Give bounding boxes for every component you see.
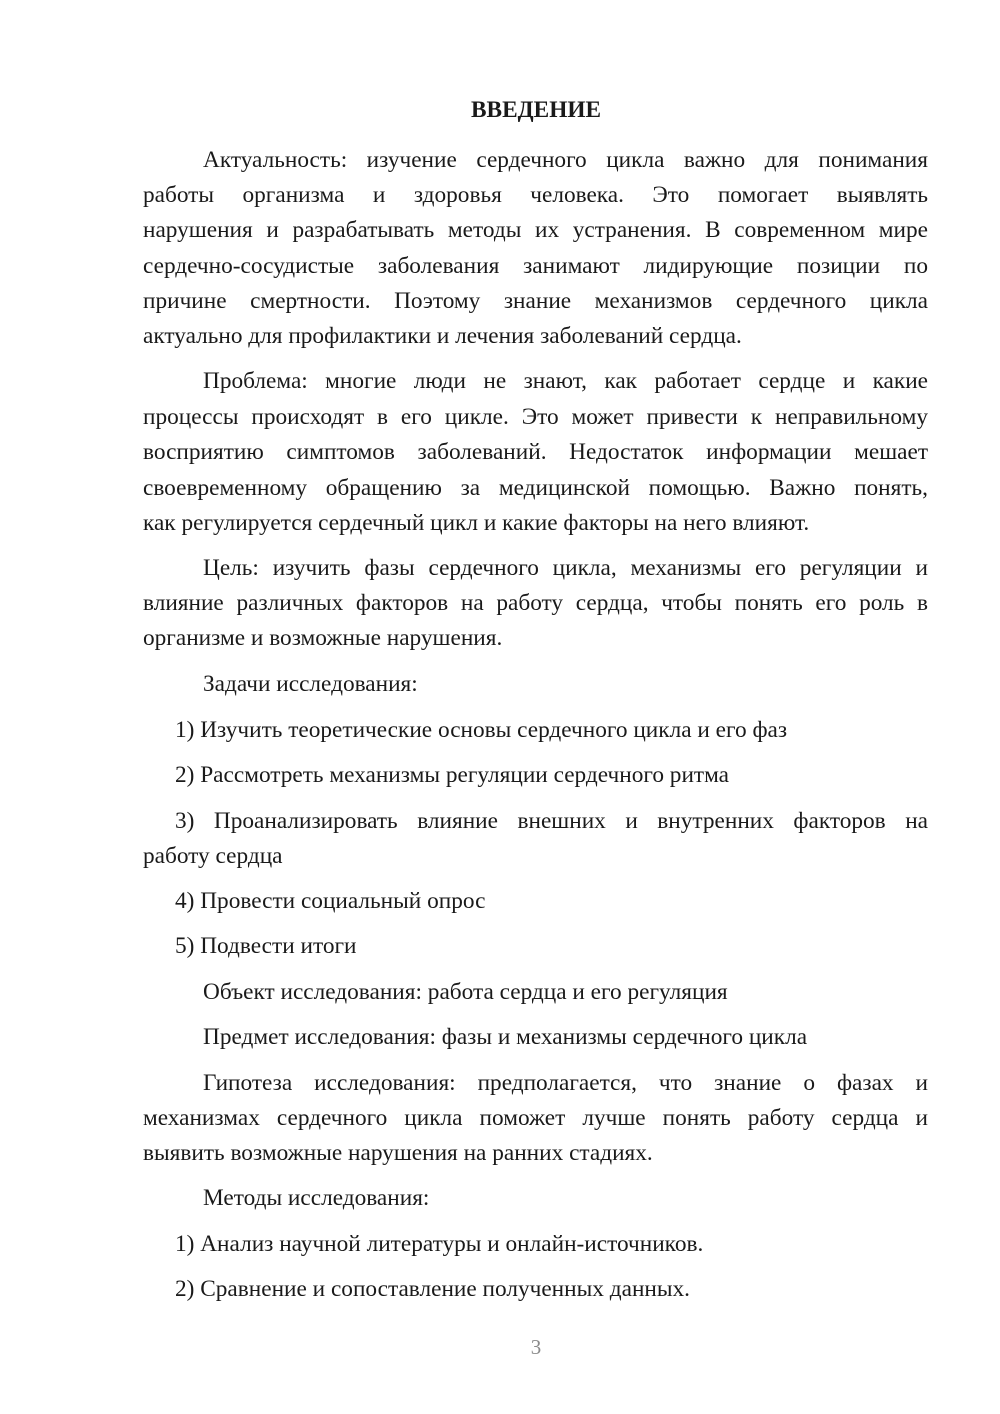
text-line: влияние различных факторов на работу сердца, чтобы понять его роль в: [143, 590, 928, 616]
text-line: работы организма и здоровья человека. Это помогает выявлять: [143, 182, 928, 208]
text-line: своевременному обращению за медицинской помощью. Важно понять,: [143, 475, 928, 501]
text-line: Гипотеза исследования: предполагается, что знание о фазах и: [203, 1070, 928, 1096]
page-title: ВВЕДЕНИЕ: [471, 97, 601, 123]
text-line: нарушения и разрабатывать методы их устранения. В современном мире: [143, 217, 928, 243]
tasks-heading: Задачи исследования:: [203, 671, 418, 697]
list-item: 2) Рассмотреть механизмы регуляции сердечного ритма: [175, 762, 730, 788]
list-item: 1) Изучить теоретические основы сердечного цикла и его фаз: [175, 717, 788, 743]
page-number: 3: [530, 1335, 542, 1359]
text-line: актуально для профилактики и лечения заболеваний сердца.: [143, 323, 742, 349]
text-line: восприятию симптомов заболеваний. Недостаток информации мешает: [143, 439, 928, 465]
list-item: 2) Сравнение и сопоставление полученных данных.: [175, 1276, 690, 1302]
list-item: 3) Проанализировать влияние внешних и внутренних факторов на: [175, 808, 928, 834]
text-line: как регулируется сердечный цикл и какие факторы на него влияют.: [143, 510, 810, 536]
text-line: Цель: изучить фазы сердечного цикла, механизмы его регуляции и: [203, 555, 928, 581]
list-item: 4) Провести социальный опрос: [175, 888, 486, 914]
research-object: Объект исследования: работа сердца и его регуляция: [203, 979, 728, 1005]
text-line: механизмах сердечного цикла поможет лучше понять работу сердца и: [143, 1105, 928, 1131]
text-line: сердечно-сосудистые заболевания занимают лидирующие позиции по: [143, 253, 928, 279]
text-line: Проблема: многие люди не знают, как работает сердце и какие: [203, 368, 928, 394]
list-item-continuation: работу сердца: [143, 843, 283, 869]
text-line: организме и возможные нарушения.: [143, 625, 503, 651]
text-line: выявить возможные нарушения на ранних стадиях.: [143, 1140, 653, 1166]
text-line: Актуальность: изучение сердечного цикла важно для понимания: [203, 147, 928, 173]
list-item: 5) Подвести итоги: [175, 933, 357, 959]
text-line: причине смертности. Поэтому знание механизмов сердечного цикла: [143, 288, 928, 314]
text-line: процессы происходят в его цикле. Это может привести к неправильному: [143, 404, 928, 430]
methods-heading: Методы исследования:: [203, 1185, 430, 1211]
list-item: 1) Анализ научной литературы и онлайн-источников.: [175, 1231, 704, 1257]
research-subject: Предмет исследования: фазы и механизмы сердечного цикла: [203, 1024, 808, 1050]
